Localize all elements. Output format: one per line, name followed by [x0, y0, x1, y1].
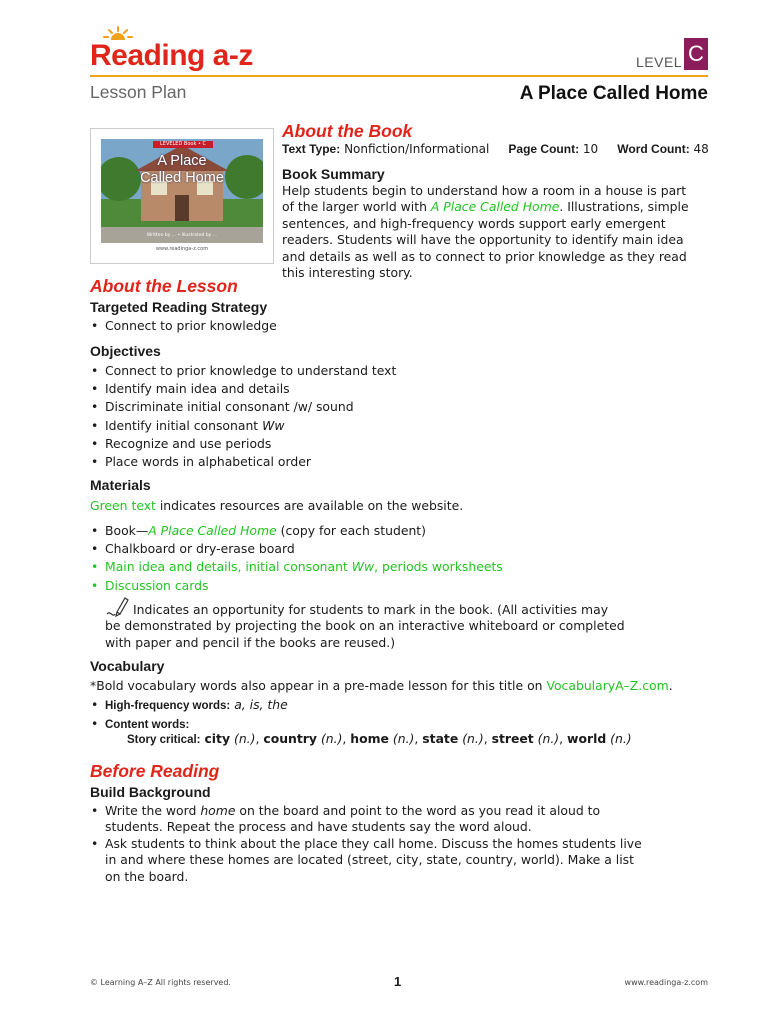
footer-url[interactable]: www.readinga-z.com	[624, 978, 708, 987]
materials-note: Green text indicates resources are available on the website.	[90, 498, 464, 513]
cover-title: A Place Called Home	[140, 153, 224, 186]
level-badge: C	[684, 38, 708, 70]
list-item: • Recognize and use periods	[90, 435, 396, 453]
list-item: • Write the word home on the board and point to the word as you read it aloud to students. Repeat the process and have students say the word aloud.	[90, 803, 650, 836]
list-item: • Identify initial consonant Ww	[90, 417, 396, 435]
vocabulary-note: *Bold vocabulary words also appear in a pre-made lesson for this title on VocabularyA–Z.com.	[90, 678, 673, 693]
list-item: • Book—A Place Called Home (copy for each student)	[90, 522, 503, 540]
header-rule	[90, 75, 708, 77]
book-summary-text: Help students begin to understand how a room in a house is part of the larger world with A Place Called Home. Illustrations, simple sentences, and high-frequency words support early emergent readers. Students will have the opportunity to identify main idea and details as well as to connect to prior knowledge as they read this interesting story.	[282, 183, 689, 280]
lesson-plan-label: Lesson Plan	[90, 82, 187, 102]
resource-link[interactable]: • Main idea and details, initial consonant Ww, periods worksheets	[90, 558, 503, 576]
book-summary-heading: Book Summary	[282, 166, 385, 182]
before-reading-heading: Before Reading	[90, 761, 220, 781]
strategy-heading: Targeted Reading Strategy	[90, 299, 268, 315]
reading-az-logo: Reading a-z	[90, 26, 230, 72]
objectives-list	[90, 362, 396, 471]
strategy-list	[90, 318, 277, 334]
page-number: 1	[394, 974, 402, 989]
book-title: A Place Called Home	[519, 83, 708, 104]
book-meta: Text Type: Nonfiction/Informational Page Count: 10 Word Count: 48	[282, 142, 709, 156]
cover-band: LEVELED Book • C	[153, 141, 213, 148]
objectives-heading: Objectives	[90, 343, 161, 359]
list-item: • Connect to prior knowledge to understand text	[90, 362, 396, 380]
cover-url: www.readinga-z.com	[155, 246, 209, 252]
list-item: • Ask students to think about the place they call home. Discuss the homes students live in and where these homes are located (street, city, state, country, world). Make a list on the board.	[90, 836, 650, 885]
pencil-note: Indicates an opportunity for students to mark in the book. (All activities may be demonstrated by projecting the book on an interactive whiteboard or completed with paper and pencil if the books are reused.)	[105, 596, 625, 651]
story-critical-words: Story critical: city (n.), country (n.), home (n.), state (n.), street (n.), world (n.)	[127, 731, 632, 746]
copyright: © Learning A–Z All rights reserved.	[90, 978, 231, 987]
about-lesson-heading: About the Lesson	[90, 276, 238, 296]
about-book-heading: About the Book	[282, 121, 413, 141]
build-background-heading: Build Background	[90, 784, 211, 800]
book-cover	[90, 128, 274, 264]
resource-link[interactable]: • Discussion cards	[90, 577, 503, 595]
vocabulary-heading: Vocabulary	[90, 658, 165, 674]
list-item: • Place words in alphabetical order	[90, 453, 396, 471]
vocabulary-list	[90, 696, 288, 734]
materials-heading: Materials	[90, 477, 151, 493]
cover-illustration	[101, 139, 263, 243]
cover-credit: Written by ... • Illustrated by ...	[146, 233, 218, 238]
list-item: • Chalkboard or dry-erase board	[90, 540, 503, 558]
list-item: • Connect to prior knowledge	[90, 318, 277, 334]
before-reading-list	[90, 803, 650, 885]
list-item: • Identify main idea and details	[90, 380, 396, 398]
list-item: • Discriminate initial consonant /w/ sound	[90, 398, 396, 416]
pencil-icon	[105, 596, 129, 618]
level-label: LEVEL	[636, 54, 683, 70]
materials-list	[90, 522, 503, 595]
list-item: • High-frequency words: a, is, the	[90, 696, 288, 715]
list-item: • Content words:	[90, 715, 288, 734]
vocabulary-link[interactable]: VocabularyA–Z.com	[546, 678, 669, 693]
